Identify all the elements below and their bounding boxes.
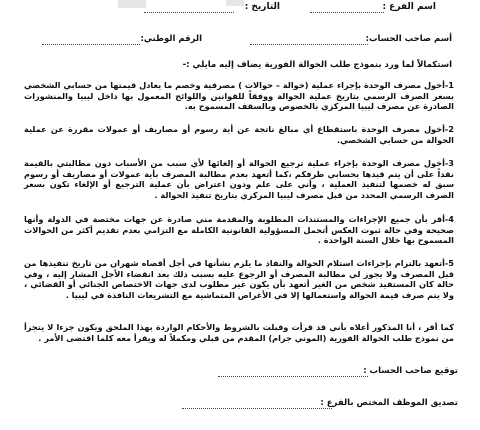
clause-number: 2- [444, 124, 454, 134]
clause-text: أخول مصرف الوحدة بإجراء عملية ترجيع الحوالة أو إلغائها لأي سبب من الأسباب دون مطالبتي بالقيمة نقداً على أن يتم قيدها بحسابي طرفكم ،كما أتعهد بعدم مطالبة المصرف بأية عمولات أو مصاريف أو رسوم سبق له خصمها لتنفيذ العملية ، وأني على علم ودون اعتراض بأن عملية الترجيع أو الإلغاء تكون بسعر الصرف الرسمي المحدد من قبل مصرف ليبيا المركزي بتاريخ تنفيذ الحوالة . [24, 158, 454, 200]
national-id-line[interactable] [42, 44, 140, 45]
clause-number: 3- [444, 158, 454, 168]
clause-number: 1- [444, 80, 454, 90]
branch-name-label: اسم الفرع : [382, 2, 436, 12]
date-line[interactable] [144, 12, 234, 13]
scan-artifact [118, 0, 146, 8]
clause-4 [24, 214, 454, 246]
clause-5 [24, 258, 454, 300]
clause-1 [24, 80, 454, 112]
scan-artifact [226, 0, 244, 6]
clause-text: أخول مصرف الوحدة باستقطاع أي مبالغ ناتجة عن أية رسوم أو مصاريف أو عمولات مقررة عن عملية الحوالة من حسابي الشخصي. [24, 124, 454, 145]
clause-2 [24, 124, 454, 145]
holder-signature-label: توقيع صاحب الحساب : [363, 366, 458, 376]
clause-number: 5- [444, 258, 454, 268]
national-id-label: الرقم الوطني: [140, 34, 202, 44]
declaration-text: كما أقر ، أنا المذكور أعلاه بأني قد قرأت وقبلت بالشروط والأحكام الواردة بهذا الملحق ويكون جزءا لا يتجزأ من نموذج طلب الحوالة الفورية (الموني جرام) المقدم من قبلي ومكملاً له ويقرأ معه كلما اقتضى الأمر . [24, 322, 454, 343]
clause-text: أخول مصرف الوحدة بإجراء عملية (حوالة – حوالات ) مصرفية وخصم ما يعادل قيمتها من حسابي الشخصي بسعر الصرف الرسمي بتاريخ عملية الحوالة ووفقاً للقوانين واللوائح المعمول بها داخل ليبيا والمنشورات الصادرة عن مصرف ليبيا المركزي بالخصوص وبالسقف المسموح به. [24, 80, 454, 112]
branch-name-line[interactable] [310, 12, 384, 13]
clause-3 [24, 158, 454, 200]
holder-signature-line[interactable] [218, 376, 368, 377]
account-holder-line[interactable] [250, 44, 368, 45]
date-label: التاريخ : [244, 2, 280, 12]
intro-text: استكمالاً لما ورد بنموذج طلب الحوالة الفورية يضاف إليه مايلي :- [182, 60, 452, 70]
officer-approval-line[interactable] [182, 408, 332, 409]
declaration [24, 322, 454, 343]
officer-approval-label: تصديق الموظف المختص بالفرع : [320, 398, 458, 408]
clause-number: 4- [444, 214, 454, 224]
clause-text: أتعهد بالتزام بإجراءات استلام الحوالة والنفاذ ما يلزم بشأنها في أجل أقصاه شهران من تاريخ تنفيذها من قبل المصرف ولا يجوز لي مطالبة المصرف أو الرجوع عليه بسبب ذلك بعد انقضاء الأجل المشار إليه ، وفي حالة كان المستفيد شخص من الغير أتعهد بأن يكون غير مطلوب لدى جهات الاختصاص الجنائي أو القضائي ، ولا يتم صرف قيمة الحوالة واستعمالها إلا في الأغراض المتماشية مع التشريعات النافذة في ليبيا . [24, 258, 454, 300]
account-holder-label: أسم صاحب الحساب: [365, 34, 452, 44]
clause-text: أقر بأن جميع الإجراءات والمستندات المطلوبة والمقدمة مني صادرة عن جهات مختصة في الدولة وأنها صحيحة وفي حالة ثبوت العكس أتحمل المسؤولية القانونية الكاملة مع التزامي بعدم تقديم أكثر من الحوالات المسموح بها خلال السنة الواحدة . [24, 214, 454, 246]
